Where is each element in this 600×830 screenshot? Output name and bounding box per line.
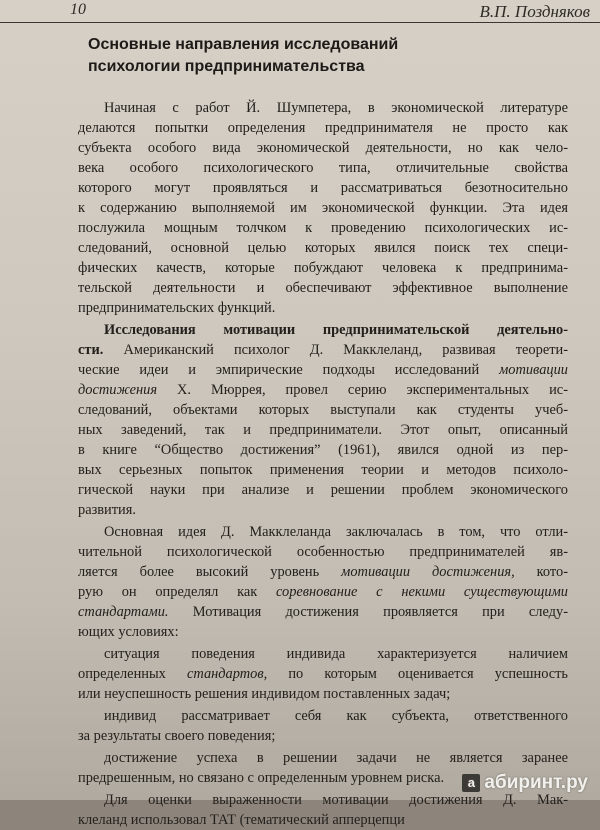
text-run: Американский психолог Д. Макклеланд, развивая теорети- bbox=[103, 342, 568, 358]
text-line: делаются попытки определения предпринимателя не просто как bbox=[78, 120, 568, 136]
running-header-author: В.П. Поздняков bbox=[479, 2, 590, 21]
text-line bbox=[78, 664, 568, 684]
section-title bbox=[88, 34, 568, 78]
italic-term: достижения bbox=[78, 382, 158, 398]
text-run: по которым оценивается успешность bbox=[267, 666, 568, 682]
text-line: предпринимательских функций. bbox=[78, 300, 276, 316]
text-line: ситуация поведения индивида характеризуется наличием bbox=[104, 646, 568, 662]
text-run: ляется более высокий уровень bbox=[78, 564, 342, 580]
watermark bbox=[462, 772, 588, 794]
subsection-heading: Исследования мотивации предпринимательской деятельно- bbox=[104, 322, 568, 338]
text-line: Начиная с работ Й. Шумпетера, в экономической литературе bbox=[104, 100, 568, 116]
subsection-heading-end: сти. bbox=[78, 342, 104, 358]
watermark-text: абиринт.ру bbox=[484, 772, 588, 793]
text-line: субъекта особого вида экономической деятельности, но как чело- bbox=[78, 140, 568, 156]
text-line bbox=[78, 582, 568, 602]
text-line: тельской деятельности и обеспечивают эффективное выполнение bbox=[78, 280, 568, 296]
watermark-logo-icon: a bbox=[462, 774, 480, 792]
text-line: Основная идея Д. Макклеланда заключалась в том, что отли- bbox=[104, 524, 568, 540]
text-line: достижение успеха в решении задачи не является заранее bbox=[104, 750, 568, 766]
text-line: ных заведений, так и предприниматели. Этот опыт, описанный bbox=[78, 422, 568, 438]
text-line: развития. bbox=[78, 502, 136, 518]
text-line: или неуспешность решения индивидом поставленных задач; bbox=[78, 686, 451, 702]
text-line: века особого психологического типа, отличительные свойства bbox=[78, 160, 568, 176]
text-line bbox=[78, 340, 568, 360]
paragraph-motivation-research bbox=[78, 320, 568, 520]
page-number: 10 bbox=[70, 1, 86, 18]
text-line: в книге “Общество достижения” (1961), явился одной из пер- bbox=[78, 442, 568, 458]
text-line bbox=[78, 380, 568, 400]
text-line bbox=[78, 360, 568, 380]
text-line: к содержанию выполняемой им экономической функции. Эта идея bbox=[78, 200, 568, 216]
text-line: чительной психологической особенностью предпринимателей яв- bbox=[78, 544, 568, 560]
text-line: индивид рассматривает себя как субъекта, ответственного bbox=[104, 708, 568, 724]
text-run: ческие идеи и эмпирические подходы исследований bbox=[78, 362, 500, 378]
text-line bbox=[78, 562, 568, 582]
page-content bbox=[78, 34, 568, 830]
text-line: ющих условиях: bbox=[78, 624, 179, 640]
italic-term: стандартов, bbox=[186, 666, 268, 682]
text-line: фических качеств, которые побуждают человека к предпринима- bbox=[78, 260, 568, 276]
section-title-line: психологии предпринимательства bbox=[88, 58, 365, 75]
text-run: Мотивация достижения проявляется при следу- bbox=[168, 604, 568, 620]
text-line: клеланд использовал ТАТ (тематический апперцепци bbox=[78, 812, 405, 828]
paragraph-main-idea bbox=[78, 522, 568, 642]
running-header bbox=[0, 0, 600, 23]
text-line: за результаты своего поведения; bbox=[78, 728, 276, 744]
italic-term: мотивации bbox=[499, 362, 568, 378]
paragraph-schumpeter bbox=[78, 98, 568, 318]
text-run: рую он определял как bbox=[78, 584, 276, 600]
text-line: гической науки при анализе и решении проблем экономического bbox=[78, 482, 568, 498]
italic-term: мотивации достижения, bbox=[341, 564, 515, 580]
italic-term: соревнование с некими существующими bbox=[275, 584, 568, 600]
text-line: послужила мощным толчком к проведению психологических ис- bbox=[78, 220, 568, 236]
text-line: Для оценки выраженности мотивации достижения Д. Мак- bbox=[104, 792, 568, 808]
text-line bbox=[78, 602, 568, 622]
italic-term: стандартами. bbox=[78, 604, 169, 620]
text-line: вых серьезных попыток применения теории и методов психоло- bbox=[78, 462, 568, 478]
section-title-line: Основные направления исследований bbox=[88, 36, 399, 53]
text-line: предрешенным, но связано с определенным уровнем риска. bbox=[78, 770, 445, 786]
paragraph-tat bbox=[78, 790, 568, 830]
condition-standards bbox=[78, 644, 568, 704]
text-line: следований, основной целью которых явился поиск тех специ- bbox=[78, 240, 568, 256]
text-line: которого могут проявляться и рассматриваться безотносительно bbox=[78, 180, 568, 196]
condition-responsibility bbox=[78, 706, 568, 746]
text-run: кото- bbox=[514, 564, 568, 580]
text-run: Х. Мюррея, провел серию экспериментальных ис- bbox=[157, 382, 568, 398]
text-line: следований, объектами которых выступали как студенты учеб- bbox=[78, 402, 568, 418]
text-run: определенных bbox=[78, 666, 187, 682]
